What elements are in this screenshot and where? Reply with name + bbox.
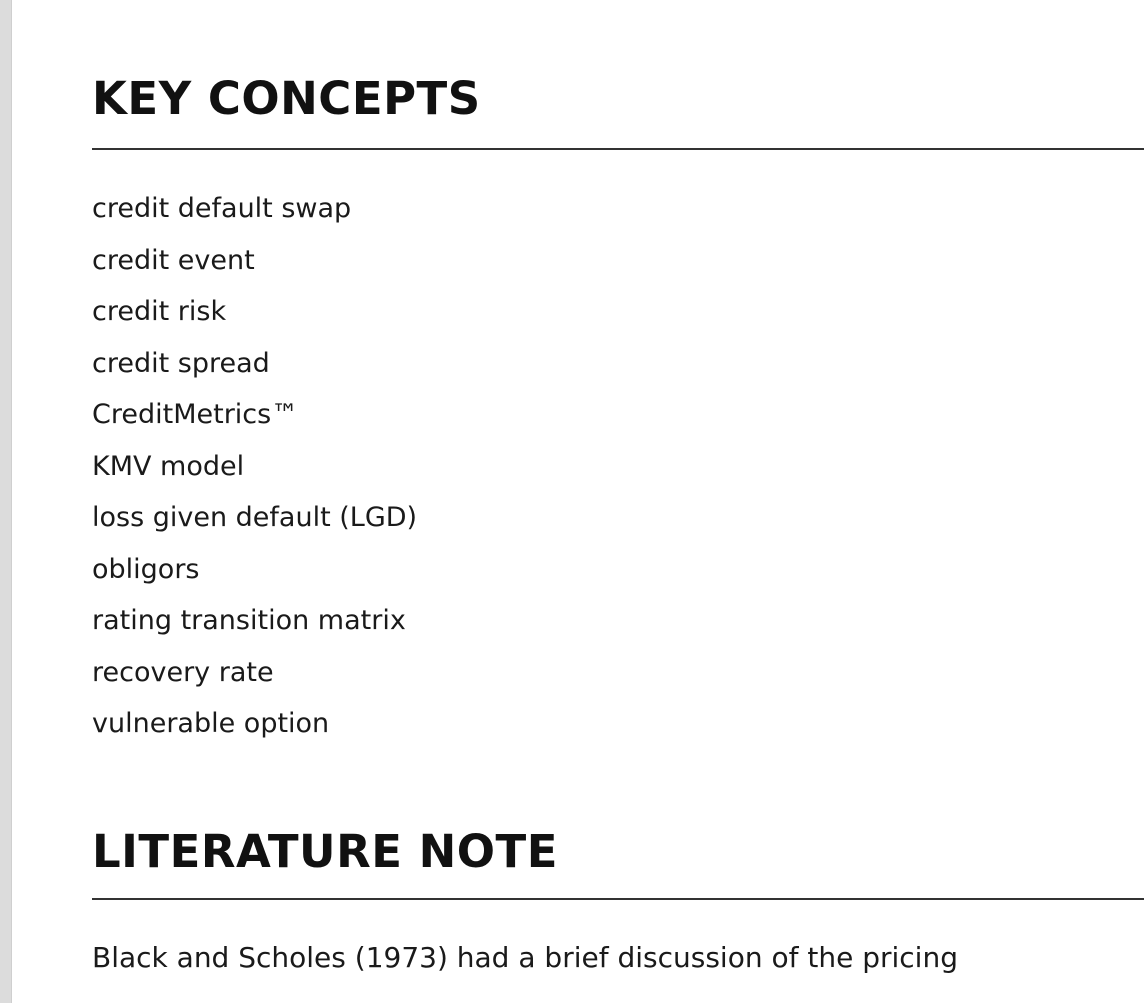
concept-item-kmv-model: KMV model <box>92 450 245 482</box>
concept-item-vulnerable-option: vulnerable option <box>92 708 330 739</box>
literature-note-paragraph: Black and Scholes (1973) had a brief discussion of the pricing <box>92 941 958 974</box>
literature-note-heading: LITERATURE NOTE <box>92 825 558 878</box>
concept-item-rating-transition-matrix: rating transition matrix <box>92 605 406 636</box>
concept-item-credit-spread: credit spread <box>92 347 270 379</box>
literature-note-rule <box>92 898 1144 900</box>
document-page <box>92 0 1144 1003</box>
key-concepts-heading: KEY CONCEPTS <box>92 72 481 125</box>
key-concepts-list <box>92 183 417 750</box>
concept-item-creditmetrics: CreditMetrics™ <box>92 399 299 430</box>
concept-item-credit-risk: credit risk <box>92 296 227 327</box>
key-concepts-rule <box>92 148 1144 150</box>
concept-item-recovery-rate: recovery rate <box>92 656 274 688</box>
concept-item-credit-event: credit event <box>92 244 255 276</box>
concept-item-loss-given-default: loss given default (LGD) <box>92 502 418 533</box>
page-left-edge <box>0 0 12 1003</box>
concept-item-credit-default-swap: credit default swap <box>92 193 352 224</box>
concept-item-obligors: obligors <box>92 553 200 585</box>
